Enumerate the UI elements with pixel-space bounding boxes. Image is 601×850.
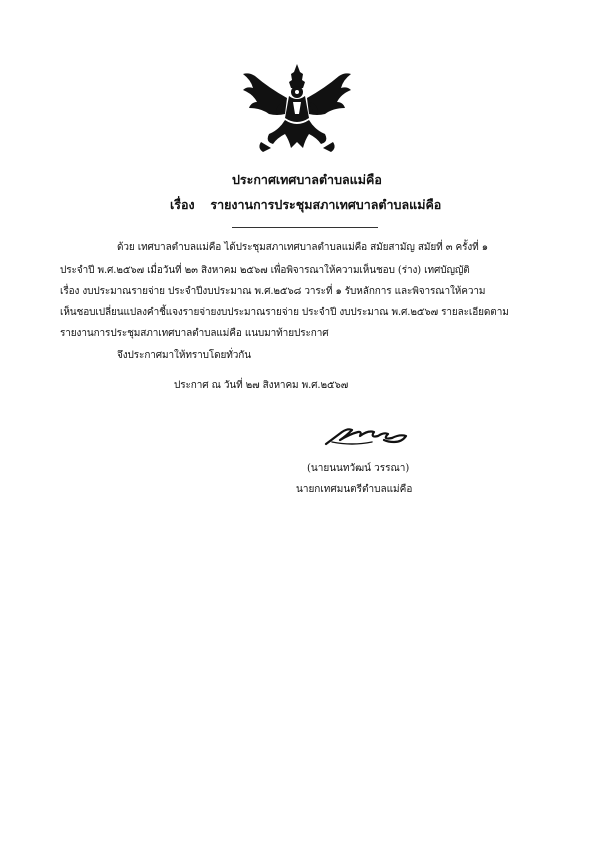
body-paragraph-line: ด้วย เทศบาลตำบลแม่คือ ได้ประชุมสภาเทศบาลตำบลแม่คือ สมัยสามัญ สมัยที่ ๓ ครั้งที่ ๑	[117, 242, 489, 253]
divider-line	[232, 227, 378, 228]
body-paragraph-line: เห็นชอบเปลี่ยนแปลงคำชี้แจงรายจ่ายงบประมาณรายจ่าย ประจำปี งบประมาณ พ.ศ.๒๕๖๗ รายละเอียดตาม	[60, 307, 509, 318]
garuda-emblem-icon	[239, 62, 355, 154]
handwritten-signature	[322, 420, 414, 450]
subject-text: รายงานการประชุมสภาเทศบาลตำบลแม่คือ	[210, 197, 442, 212]
subject-row	[170, 195, 441, 215]
document-title: ประกาศเทศบาลตำบลแม่คือ	[232, 172, 382, 187]
body-paragraph-line: ประจำปี พ.ศ.๒๕๖๗ เมื่อวันที่ ๒๓ สิงหาคม ๒๕๖๗ เพื่อพิจารณาให้ความเห็นชอบ (ร่าง) เทศบัญญัติ	[60, 265, 470, 276]
announcement-line: จึงประกาศมาให้ทราบโดยทั่วกัน	[117, 350, 251, 361]
subject-label: เรื่อง	[170, 197, 195, 212]
body-paragraph-line: เรื่อง งบประมาณรายจ่าย ประจำปีงบประมาณ พ.ศ.๒๕๖๘ วาระที่ ๑ รับหลักการ และพิจารณาให้ความ	[60, 286, 486, 297]
signer-title: นายกเทศมนตรีตำบลแม่คือ	[296, 484, 413, 495]
signer-name: (นายนนทวัฒน์ วรรณา)	[307, 463, 410, 474]
date-line: ประกาศ ณ วันที่ ๒๗ สิงหาคม พ.ศ.๒๕๖๗	[174, 380, 349, 391]
body-paragraph-line: รายงานการประชุมสภาเทศบาลตำบลแม่คือ แนบมาท้ายประกาศ	[60, 328, 329, 339]
